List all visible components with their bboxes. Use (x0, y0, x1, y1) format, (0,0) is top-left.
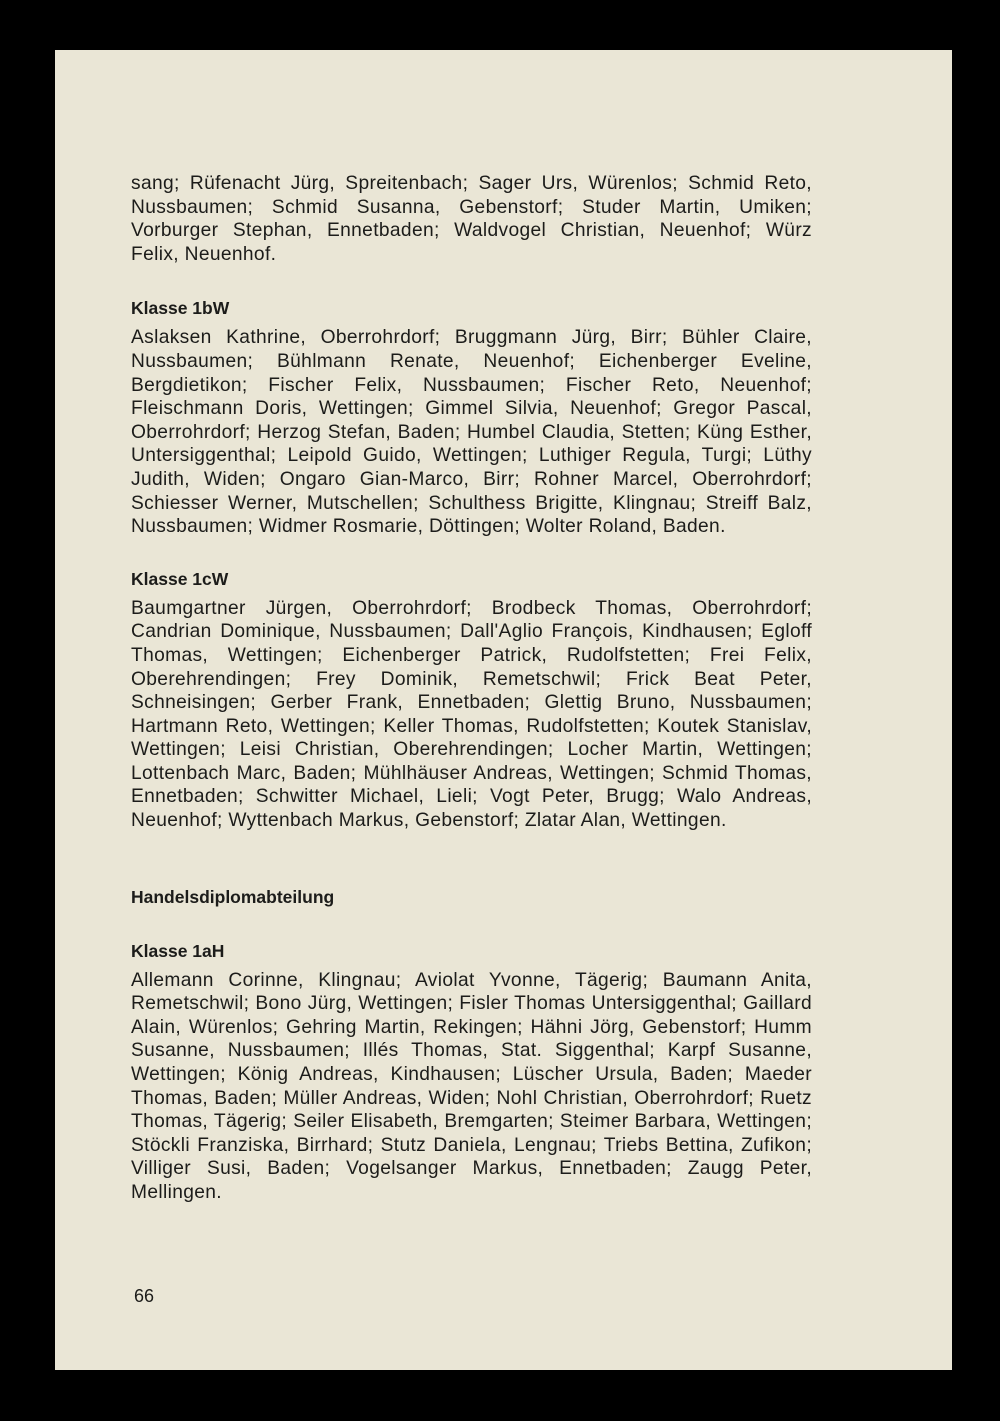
klasse-1ah-paragraph: Allemann Corinne, Klingnau; Aviolat Yvonne, Tägerig; Baumann Anita, Remetschwil; Bono Jürg, Wettingen; Fisler Thomas Untersiggenthal; Gaillard Alain, Würenlos; Gehring Martin, Rekingen; Hähni Jörg, Gebenstorf; Humm Susanne, Nussbaumen; Illés Thomas, Stat. Siggenthal; Karpf Susanne, Wettingen; König Andreas, Kindhausen; Lüscher Ursula, Baden; Maeder Thomas, Baden; Müller Andreas, Widen; Nohl Christian, Oberrohrdorf; Ruetz Thomas, Tägerig; Seiler Elisabeth, Bremgarten; Steimer Barbara, Wettingen; Stöckli Franziska, Birrhard; Stutz Daniela, Lengnau; Triebs Bettina, Zufikon; Villiger Susi, Baden; Vogelsanger Markus, Ennetbaden; Zaugg Peter, Mellingen. (131, 969, 812, 1203)
heading-handelsdiplomabteilung: Handelsdiplomabteilung (131, 886, 335, 907)
klasse-1cw-paragraph: Baumgartner Jürgen, Oberrohrdorf; Brodbeck Thomas, Oberrohrdorf; Candrian Dominique, Nussbaumen; Dall'Aglio François, Kindhausen; Egloff Thomas, Wettingen; Eichenberger Patrick, Rudolfstetten; Frei Felix, Oberehrendingen; Frey Dominik, Remetschwil; Frick Beat Peter, Schneisingen; Gerber Frank, Ennetbaden; Glettig Bruno, Nussbaumen; Hartmann Reto, Wettingen; Keller Thomas, Rudolfstetten; Koutek Stanislav, Wettingen; Leisi Christian, Oberehrendingen; Locher Martin, Wettingen; Lottenbach Marc, Baden; Mühlhäuser Andreas, Wettingen; Schmid Thomas, Ennetbaden; Schwitter Michael, Lieli; Vogt Peter, Brugg; Walo Andreas, Neuenhof; Wyttenbach Markus, Gebenstorf; Zlatar Alan, Wettingen. (131, 597, 812, 832)
heading-klasse-1ah: Klasse 1aH (131, 940, 225, 961)
page-number: 66 (134, 1286, 155, 1306)
intro-paragraph: sang; Rüfenacht Jürg, Spreitenbach; Sager Urs, Würenlos; Schmid Reto, Nussbaumen; Schmid Susanna, Gebenstorf; Studer Martin, Umiken; Vorburger Stephan, Ennetbaden; Waldvogel Christian, Neuenhof; Würz Felix, Neuenhof. (131, 173, 812, 265)
klasse-1bw-paragraph: Aslaksen Kathrine, Oberrohrdorf; Bruggmann Jürg, Birr; Bühler Claire, Nussbaumen; Bühlmann Renate, Neuenhof; Eichenberger Eveline, Bergdietikon; Fischer Felix, Nussbaumen; Fischer Reto, Neuenhof; Fleischmann Doris, Wettingen; Gimmel Silvia, Neuenhof; Gregor Pascal, Oberrohrdorf; Herzog Stefan, Baden; Humbel Claudia, Stetten; Küng Esther, Untersiggenthal; Leipold Guido, Wettingen; Luthiger Regula, Turgi; Lüthy Judith, Widen; Ongaro Gian-Marco, Birr; Rohner Marcel, Oberrohrdorf; Schiesser Werner, Mutschellen; Schulthess Brigitte, Klingnau; Streiff Balz, Nussbaumen; Widmer Rosmarie, Döttingen; Wolter Roland, Baden. (131, 327, 812, 538)
heading-klasse-1cw: Klasse 1cW (131, 568, 229, 589)
heading-klasse-1bw: Klasse 1bW (131, 298, 230, 319)
document-page (55, 50, 952, 1370)
